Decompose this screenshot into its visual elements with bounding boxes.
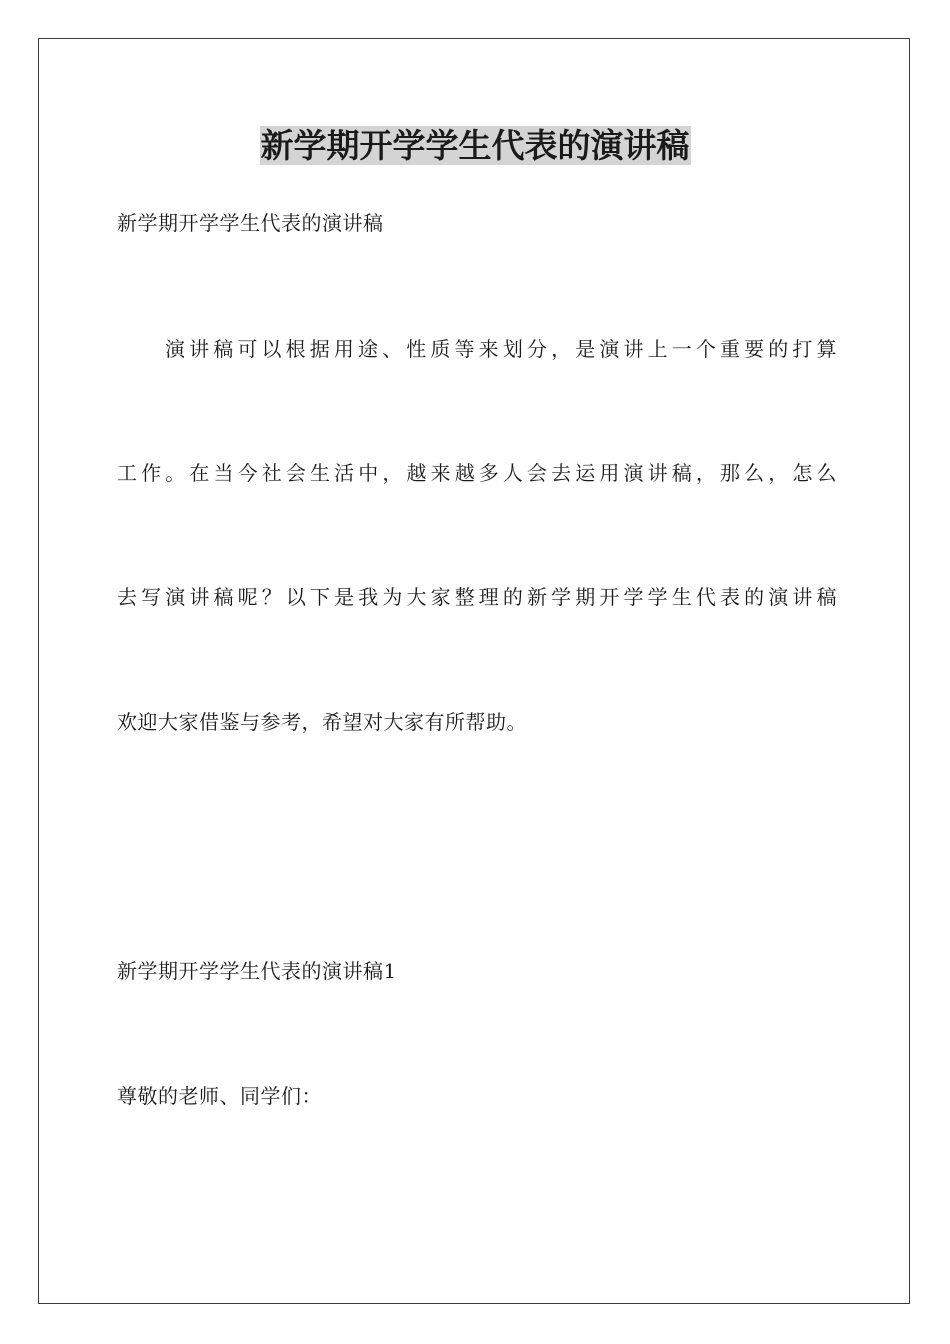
intro-line-2: 工作。在当今社会生活中，越来越多人会去运用演讲稿，那么，怎么 [117, 461, 837, 485]
document-subtitle: 新学期开学学生代表的演讲稿 [117, 211, 384, 235]
intro-line-1: 演讲稿可以根据用途、性质等来划分，是演讲上一个重要的打算 [165, 337, 837, 361]
intro-line-4: 欢迎大家借鉴与参考，希望对大家有所帮助。 [117, 710, 527, 734]
document-title [0, 124, 950, 168]
document-title-text: 新学期开学学生代表的演讲稿 [260, 126, 690, 165]
intro-line-3: 去写演讲稿呢？以下是我为大家整理的新学期开学学生代表的演讲稿 [117, 585, 837, 609]
salutation: 尊敬的老师、同学们： [117, 1084, 322, 1108]
section-heading: 新学期开学学生代表的演讲稿1 [117, 959, 397, 983]
